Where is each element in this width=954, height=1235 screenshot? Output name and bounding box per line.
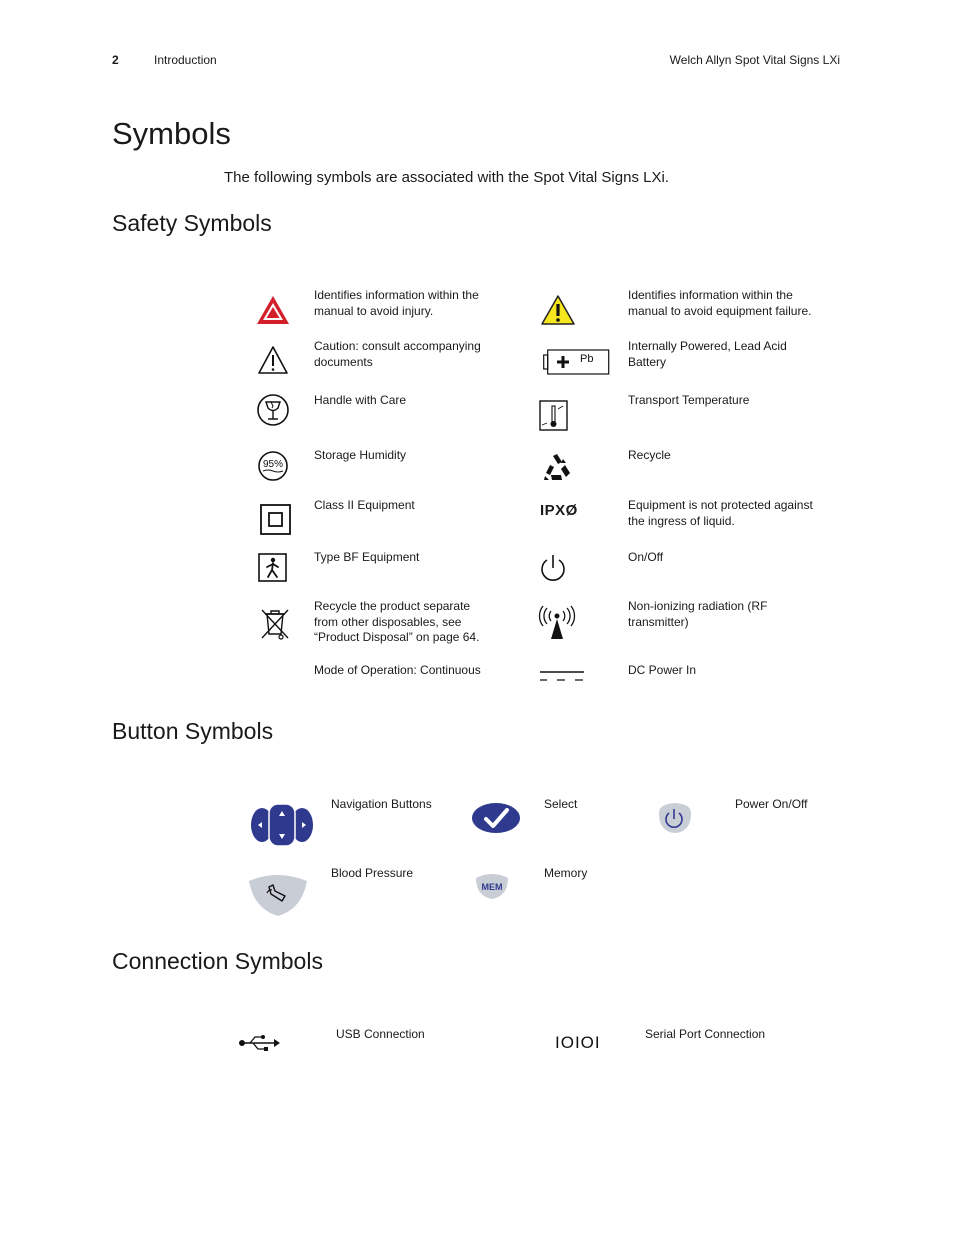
safety-desc-10: Equipment is not protected against the ingress of liquid.	[628, 498, 813, 528]
usb-icon	[238, 1034, 282, 1052]
power-button-icon	[656, 801, 694, 835]
battery-icon	[543, 347, 611, 377]
select-check-icon	[471, 802, 521, 834]
connection-heading: Connection Symbols	[112, 948, 323, 974]
safety-desc-15: Mode of Operation: Continuous	[314, 663, 481, 677]
safety-desc-7: Storage Humidity	[314, 448, 407, 462]
blood-pressure-icon	[247, 871, 309, 917]
section-name: Introduction	[154, 53, 217, 67]
page-title: Symbols	[112, 116, 231, 151]
thermometer-icon	[539, 400, 569, 432]
ipx0-icon: IPXØ	[540, 502, 578, 519]
safety-desc-13: Recycle the product separate from other disposables, see “Product Disposal” on page 64.	[314, 599, 480, 644]
intro-text: The following symbols are associated with the Spot Vital Signs LXi.	[224, 169, 669, 186]
humidity-icon	[257, 450, 289, 482]
safety-desc-2: Identifies information within the manual to avoid equipment failure.	[628, 288, 812, 318]
battery-label: Pb	[580, 353, 594, 365]
hazard-triangle-icon	[255, 294, 291, 326]
safety-desc-14: Non-ionizing radiation (RF transmitter)	[628, 599, 768, 629]
memory-label: MEM	[481, 882, 503, 892]
memory-button-icon	[473, 870, 511, 900]
page-number: 2	[112, 53, 119, 67]
safety-desc-12: On/Off	[628, 550, 664, 564]
button-desc-navigation: Navigation Buttons	[331, 797, 432, 811]
power-icon	[538, 553, 568, 583]
button-desc-power: Power On/Off	[735, 797, 808, 811]
safety-desc-8: Recycle	[628, 448, 671, 462]
safety-heading: Safety Symbols	[112, 210, 272, 236]
weee-bin-icon	[259, 606, 291, 642]
button-desc-memory: Memory	[544, 866, 588, 880]
button-desc-blood-pressure: Blood Pressure	[331, 866, 414, 880]
recycle-icon	[541, 452, 573, 484]
safety-desc-11: Type BF Equipment	[314, 550, 420, 564]
safety-desc-5: Handle with Care	[314, 393, 407, 407]
button-desc-select: Select	[544, 797, 578, 811]
connection-desc-usb: USB Connection	[336, 1027, 425, 1041]
safety-desc-6: Transport Temperature	[628, 393, 750, 407]
safety-desc-3: Caution: consult accompanying documents	[314, 339, 481, 369]
connection-desc-serial: Serial Port Connection	[645, 1027, 766, 1041]
document-title: Welch Allyn Spot Vital Signs LXi	[669, 53, 840, 67]
safety-desc-9: Class II Equipment	[314, 498, 415, 512]
safety-desc-1: Identifies information within the manual to avoid injury.	[314, 288, 479, 318]
navigation-buttons-icon	[249, 803, 315, 847]
button-heading: Button Symbols	[112, 718, 274, 744]
warning-triangle-icon	[540, 294, 576, 326]
serial-port-label: IOIOI	[555, 1033, 601, 1052]
safety-desc-4: Internally Powered, Lead Acid Battery	[628, 339, 787, 369]
type-bf-icon	[258, 553, 288, 583]
class-ii-icon	[260, 504, 292, 536]
caution-icon	[256, 344, 290, 376]
safety-desc-16: DC Power In	[628, 663, 697, 677]
radiation-icon	[538, 605, 576, 643]
serial-port-icon	[553, 1031, 601, 1053]
fragile-icon	[256, 393, 290, 427]
humidity-label: 95%	[262, 459, 284, 470]
dc-power-icon	[539, 670, 585, 682]
